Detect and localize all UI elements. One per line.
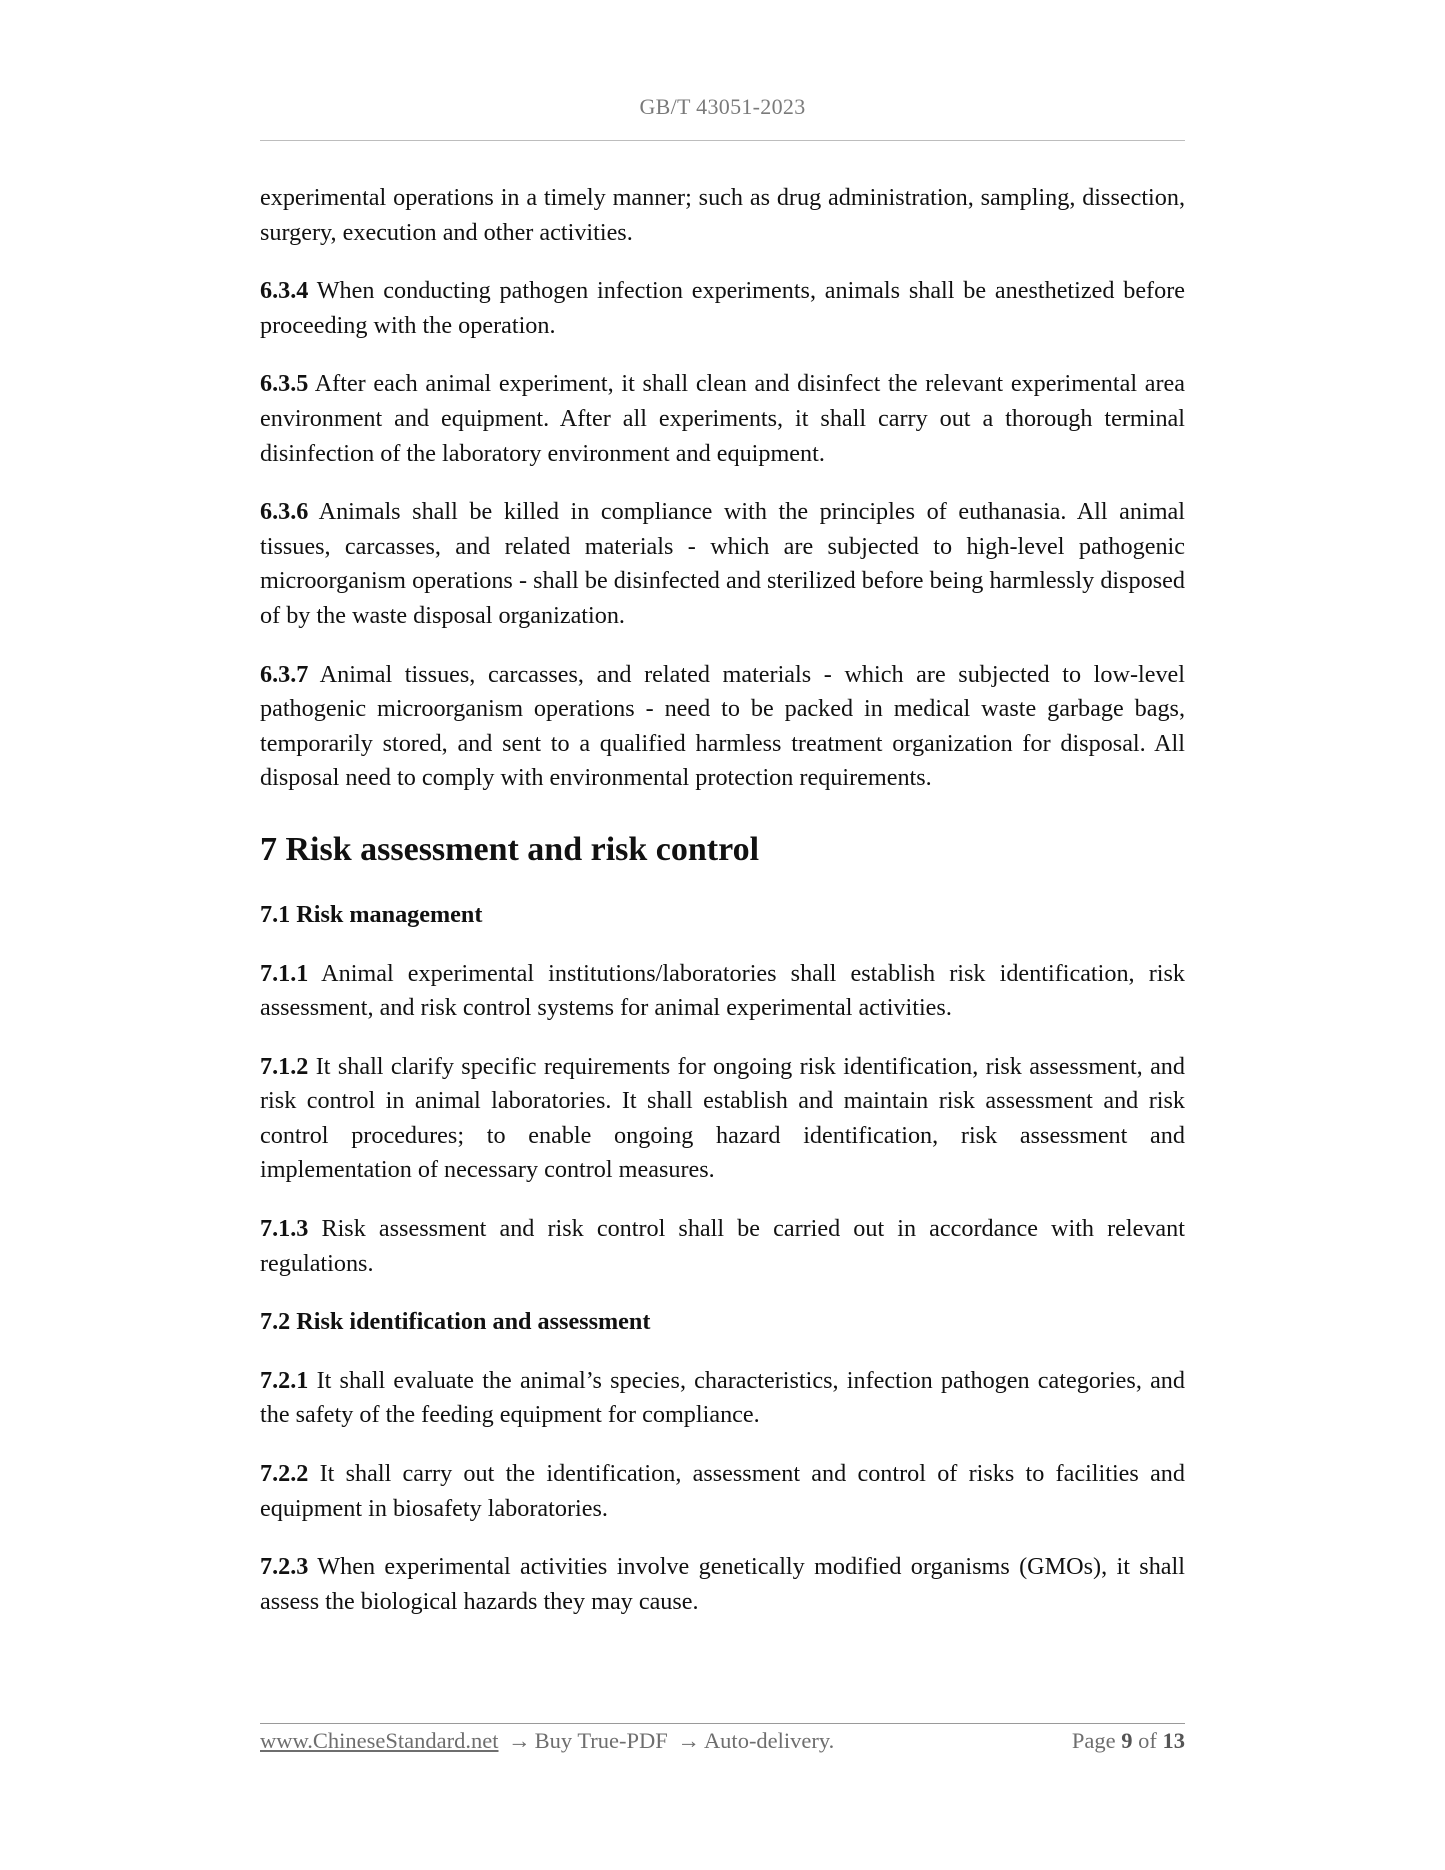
clause-text: Animal experimental institutions/laboratories shall establish risk identification, risk assessment, and risk control systems for animal experimental activities. <box>260 959 1185 1022</box>
clause-text: After each animal experiment, it shall clean and disinfect the relevant experimental area environment and equipment. After all experiments, it shall carry out a thorough terminal disinfection of the laboratory environment and equipment. <box>260 370 1185 467</box>
footer-rule <box>260 1723 1185 1724</box>
current-page: 9 <box>1121 1728 1133 1753</box>
page-number <box>1072 1726 1185 1756</box>
clause-number: 7.2.1 <box>260 1366 309 1394</box>
arrow-right-icon: → <box>677 1728 700 1753</box>
clause-7-1-2 <box>260 1050 1185 1188</box>
clause-text: experimental operations in a timely manner; such as drug administration, sampling, dissection, surgery, execution and other activities. <box>260 184 1185 246</box>
arrow-right-icon: → <box>508 1728 531 1753</box>
clause-text: It shall carry out the identification, assessment and control of risks to facilities and equipment in biosafety laboratories. <box>260 1460 1185 1522</box>
clause-text: When experimental activities involve genetically modified organisms (GMOs), it shall assess the biological hazards they may cause. <box>260 1553 1185 1615</box>
clause-number: 6.3.6 <box>260 498 309 526</box>
clause-7-2-1 <box>260 1364 1185 1433</box>
buy-pdf-text: Buy True-PDF <box>534 1728 668 1753</box>
section-7-heading: 7 Risk assessment and risk control <box>260 830 760 868</box>
clause-text: Risk assessment and risk control shall be carried out in accordance with relevant regulations. <box>260 1215 1185 1277</box>
clause-number: 7.2.2 <box>260 1460 309 1488</box>
footer-promo <box>260 1726 834 1756</box>
clause-number: 7.2.3 <box>260 1553 309 1581</box>
header-rule <box>260 140 1185 141</box>
clause-7-2-2 <box>260 1457 1185 1526</box>
of-label: of <box>1138 1728 1157 1753</box>
total-pages: 13 <box>1162 1728 1185 1753</box>
clause-6-3-7 <box>260 658 1185 796</box>
clause-text: Animal tissues, carcasses, and related materials - which are subjected to low-level pathogenic microorganism operations - need to be packed in medical waste garbage bags, temporarily stored, and sent to a qualified harmless treatment organization for disposal. All disposal need to comply with environmental protection requirements. <box>260 660 1185 792</box>
clause-7-1-3 <box>260 1212 1185 1281</box>
clause-text: It shall evaluate the animal’s species, characteristics, infection pathogen categories, and the safety of the feeding equipment for compliance. <box>260 1366 1185 1429</box>
clause-number: 7.1.3 <box>260 1215 309 1243</box>
clause-6-3-4 <box>260 274 1185 343</box>
clause-text: It shall clarify specific requirements for ongoing risk identification, risk assessment, and risk control in animal laboratories. It shall establish and maintain risk assessment and risk control procedures; to enable ongoing hazard identification, risk assessment and implementation of necessary control measures. <box>260 1052 1185 1184</box>
clause-text: Animals shall be killed in compliance with the principles of euthanasia. All animal tissues, carcasses, and related materials - which are subjected to high-level pathogenic microorganism operations - shall be disinfected and sterilized before being harmlessly disposed of by the waste disposal organization. <box>260 498 1185 629</box>
page-content <box>260 181 1185 1643</box>
clause-number: 6.3.5 <box>260 370 309 398</box>
clause-number: 6.3.4 <box>260 277 309 305</box>
section-7-1-heading: 7.1 Risk management <box>260 900 483 928</box>
clause-number: 7.1.1 <box>260 959 309 987</box>
running-header: GB/T 43051-2023 <box>639 94 806 119</box>
clause-6-3-5 <box>260 367 1185 471</box>
auto-delivery-text: Auto-delivery. <box>703 1728 835 1753</box>
page-label: Page <box>1071 1728 1116 1753</box>
clause-7-1-1 <box>260 957 1185 1026</box>
clause-number: 6.3.7 <box>260 660 309 688</box>
clause-text: When conducting pathogen infection experiments, animals shall be anesthetized before proceeding with the operation. <box>260 277 1185 339</box>
paragraph-continuation <box>260 181 1185 250</box>
clause-number: 7.1.2 <box>260 1052 309 1080</box>
clause-6-3-6 <box>260 495 1185 633</box>
clause-7-2-3 <box>260 1550 1185 1619</box>
section-7-2-heading: 7.2 Risk identification and assessment <box>260 1308 651 1336</box>
site-link[interactable]: www.ChineseStandard.net <box>260 1728 499 1753</box>
